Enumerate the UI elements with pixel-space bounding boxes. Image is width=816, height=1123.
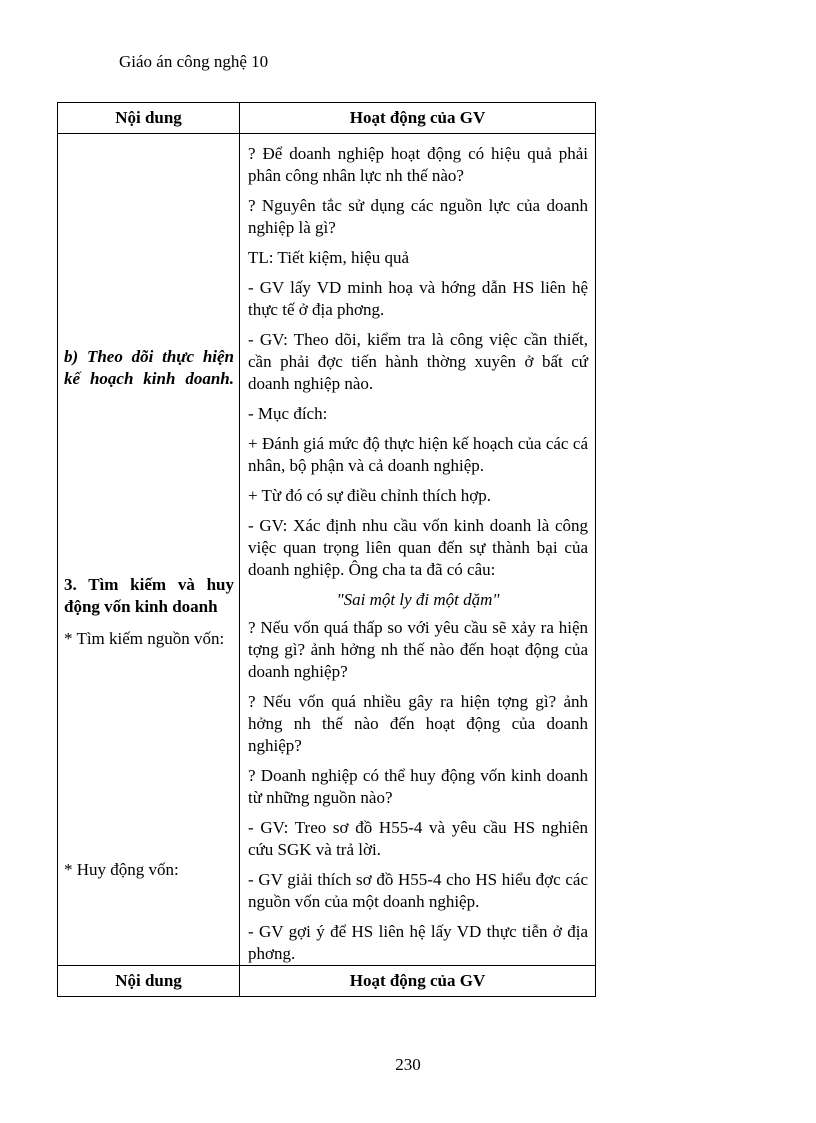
activity-cell	[240, 134, 596, 966]
section-b-line2-text: kế hoạch kinh doanh.	[64, 369, 234, 388]
section-b-line2	[64, 368, 234, 390]
table-body-row	[58, 134, 596, 966]
activity-paragraph: ? Để doanh nghiệp hoạt động có hiệu quả phải phân công nhân lực nh thế nào?	[248, 144, 588, 185]
section-b-line1: b) Theo dõi thực hiện	[64, 347, 234, 366]
activity-paragraph: - GV: Theo dõi, kiểm tra là công việc cần thiết, cần phải đợc tiến hành thờng xuyên ở bất cứ doanh nghiệp nào.	[248, 330, 588, 393]
activity-paragraph: + Từ đó có sự điều chỉnh thích hợp.	[248, 486, 492, 505]
activity-paragraph: - GV: Xác định nhu cầu vốn kinh doanh là công việc quan trọng liên quan đến sự thành bại của doanh nghiệp. Ông cha ta đã có câu:	[248, 516, 588, 579]
page-number: 230	[395, 1055, 421, 1074]
section-3-heading: 3. Tìm kiếm và huy động vốn kinh doanh	[64, 575, 234, 616]
activity-paragraph: - GV giải thích sơ đồ H55-4 cho HS hiểu đợc các nguồn vốn của một doanh nghiệp.	[248, 870, 588, 911]
lesson-table	[57, 102, 596, 997]
table-header-row	[58, 103, 596, 134]
activity-paragraph: ? Doanh nghiệp có thể huy động vốn kinh doanh từ những nguồn nào?	[248, 766, 588, 807]
col-header-activity: Hoạt động của GV	[240, 103, 596, 134]
content-cell	[58, 134, 240, 966]
activity-paragraph: - GV: Treo sơ đồ H55-4 và yêu cầu HS nghiên cứu SGK và trả lời.	[248, 818, 588, 859]
proverb-quote: "Sai một ly đi một dặm"	[336, 590, 500, 609]
page-header-title: Giáo án công nghệ 10	[119, 52, 269, 71]
activity-paragraph: TL: Tiết kiệm, hiệu quả	[248, 248, 410, 267]
activity-paragraph: ? Nếu vốn quá nhiều gây ra hiện tợng gì? ảnh hởng nh thế nào đến hoạt động của doanh nghiệp?	[248, 692, 588, 755]
col-header-content: Nội dung	[58, 103, 240, 134]
activity-paragraph: + Đánh giá mức độ thực hiện kế hoạch của các cá nhân, bộ phận và cả doanh nghiệp.	[248, 434, 588, 475]
activity-paragraph: ? Nguyên tắc sử dụng các nguồn lực của doanh nghiệp là gì?	[248, 196, 588, 237]
activity-paragraph: - GV gợi ý để HS liên hệ lấy VD thực tiễn ở địa phơng.	[248, 922, 588, 963]
footer-col-activity: Hoạt động của GV	[240, 966, 596, 997]
activity-paragraph: - Mục đích:	[248, 404, 328, 423]
table-footer-row	[58, 966, 596, 997]
sub-search-capital: * Tìm kiếm nguồn vốn:	[64, 629, 225, 648]
activity-paragraph: ? Nếu vốn quá thấp so với yêu cầu sẽ xảy ra hiện tợng gì? ảnh hởng nh thế nào đến hoạt động của doanh nghiệp?	[248, 618, 588, 681]
footer-col-content: Nội dung	[58, 966, 240, 997]
sub-mobilize-capital: * Huy động vốn:	[64, 860, 179, 879]
activity-paragraph: - GV lấy VD minh hoạ và hớng dẫn HS liên hệ thực tế ở địa phơng.	[248, 278, 588, 319]
